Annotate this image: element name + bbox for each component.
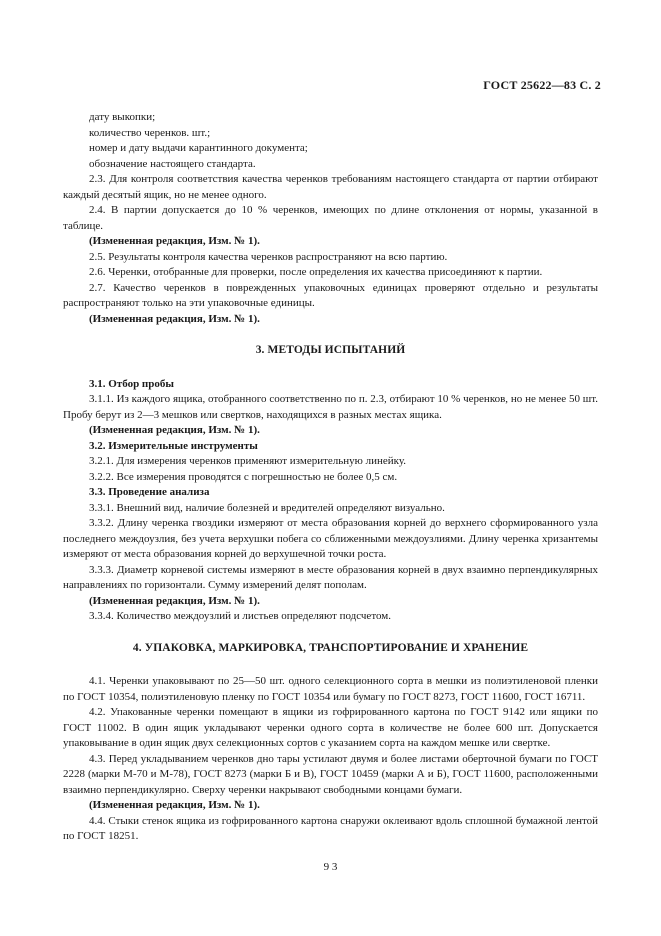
section-title-4: 4. УПАКОВКА, МАРКИРОВКА, ТРАНСПОРТИРОВАНИЕ И ХРАНЕНИЕ <box>132 641 529 654</box>
paragraph-2-6: 2.6. Черенки, отобранные для проверки, после определения их качества присоединяют к партии. <box>89 266 543 278</box>
amendment-note: (Измененная редакция, Изм. № 1). <box>89 424 260 436</box>
list-item: дату выкопки; <box>89 111 156 123</box>
paragraph-3-2-1: 3.2.1. Для измерения черенков применяют измерительную линейку. <box>89 455 407 467</box>
list-item: номер и дату выдачи карантинного документа; <box>89 142 308 154</box>
list-item: обозначение настоящего стандарта. <box>89 157 256 170</box>
paragraph-3-1-1: 3.1.1. Из каждого ящика, отобранного соответственно по п. 2.3, отбирают 10 % черенков, но не менее 50 шт. Пробу берут из 2—3 мешков или свертков, находящихся в разных местах ящика. <box>63 393 598 421</box>
subsection-heading-3-1: 3.1. Отбор пробы <box>89 377 174 390</box>
paragraph-3-3-2: 3.3.2. Длину черенка гвоздики измеряют от места образования корней до верхнего сформированного узла последнего междоузлия, без учета верхушки побега со сближенными междоузлиями. Длину черенка хризантемы измеряют от места образования корней до верхушечной точки роста. <box>63 517 598 560</box>
paragraph-4-4: 4.4. Стыки стенок ящика из гофрированного картона снаружи оклеивают вдоль сплошной бумажной лентой по ГОСТ 18251. <box>63 814 598 842</box>
paragraph-3-3-4: 3.3.4. Количество междоузлий и листьев определяют подсчетом. <box>89 610 391 622</box>
subsection-heading-3-3: 3.3. Проведение анализа <box>89 486 210 498</box>
amendment-note: (Измененная редакция, Изм. № 1). <box>89 594 260 607</box>
paragraph-4-1: 4.1. Черенки упаковывают по 25—50 шт. одного селекционного сорта в мешки из полиэтиленовой пленки по ГОСТ 10354, полиэтиленовую пленку по ГОСТ 10354 или бумагу по ГОСТ 8273, ГОСТ 11600, ГОСТ 16711. <box>63 675 598 703</box>
paragraph-2-7: 2.7. Качество черенков в поврежденных упаковочных единицах проверяют отдельно и результаты распространяют только на эти упаковочные единицы. <box>63 281 598 309</box>
amendment-note: (Измененная редакция, Изм. № 1). <box>89 235 260 247</box>
paragraph-3-2-2: 3.2.2. Все измерения проводятся с погрешностью не более 0,5 см. <box>89 470 398 483</box>
paragraph-4-2: 4.2. Упакованные черенки помещают в ящики из гофрированного картона по ГОСТ 9142 или ящики по ГОСТ 11002. В один ящик укладывают черенки одного сорта в количестве не более 600 шт. Допускается упаковывание в один ящик двух селекционных сортов с указанием сорта на каждом мешке или свертке. <box>63 706 598 749</box>
amendment-note: (Измененная редакция, Изм. № 1). <box>89 799 260 811</box>
paragraph-4-3: 4.3. Перед укладыванием черенков дно тары устилают двумя и более листами оберточной бумаги по ГОСТ 2228 (марки М-70 и М-78), ГОСТ 8273 (марки Б и В), ГОСТ 10459 (марки А и Б), ГОСТ 11600, расположенными взаимно перпендикулярно. Сверху черенки накрывают свободными концами бумаги. <box>63 752 598 796</box>
paragraph-3-3-3: 3.3.3. Диаметр корневой системы измеряют в месте образования корней в двух взаимно перпендикулярных направлениях по горизонтали. Сумму измерений делят пополам. <box>63 563 598 591</box>
paragraph-2-3: 2.3. Для контроля соответствия качества черенков требованиям настоящего стандарта от партии отбирают каждый десятый ящик, но не менее одного. <box>63 173 598 201</box>
page-number: 9 3 <box>323 861 338 873</box>
subsection-heading-3-2: 3.2. Измерительные инструменты <box>89 439 258 452</box>
list-item: количество черенков. шт.; <box>89 126 211 139</box>
paragraph-2-5: 2.5. Результаты контроля качества черенков распространяют на всю партию. <box>89 250 448 263</box>
amendment-note: (Измененная редакция, Изм. № 1). <box>89 312 260 325</box>
paragraph-3-3-1: 3.3.1. Внешний вид, наличие болезней и вредителей определяют визуально. <box>89 501 445 514</box>
section-title-3: 3. МЕТОДЫ ИСПЫТАНИЙ <box>255 344 406 356</box>
document-body <box>63 110 598 845</box>
paragraph-2-4: 2.4. В партии допускается до 10 % черенков, имеющих по длине отклонения от нормы, указанной в таблице. <box>63 204 598 232</box>
document-header: ГОСТ 25622—83 С. 2 <box>483 78 601 92</box>
